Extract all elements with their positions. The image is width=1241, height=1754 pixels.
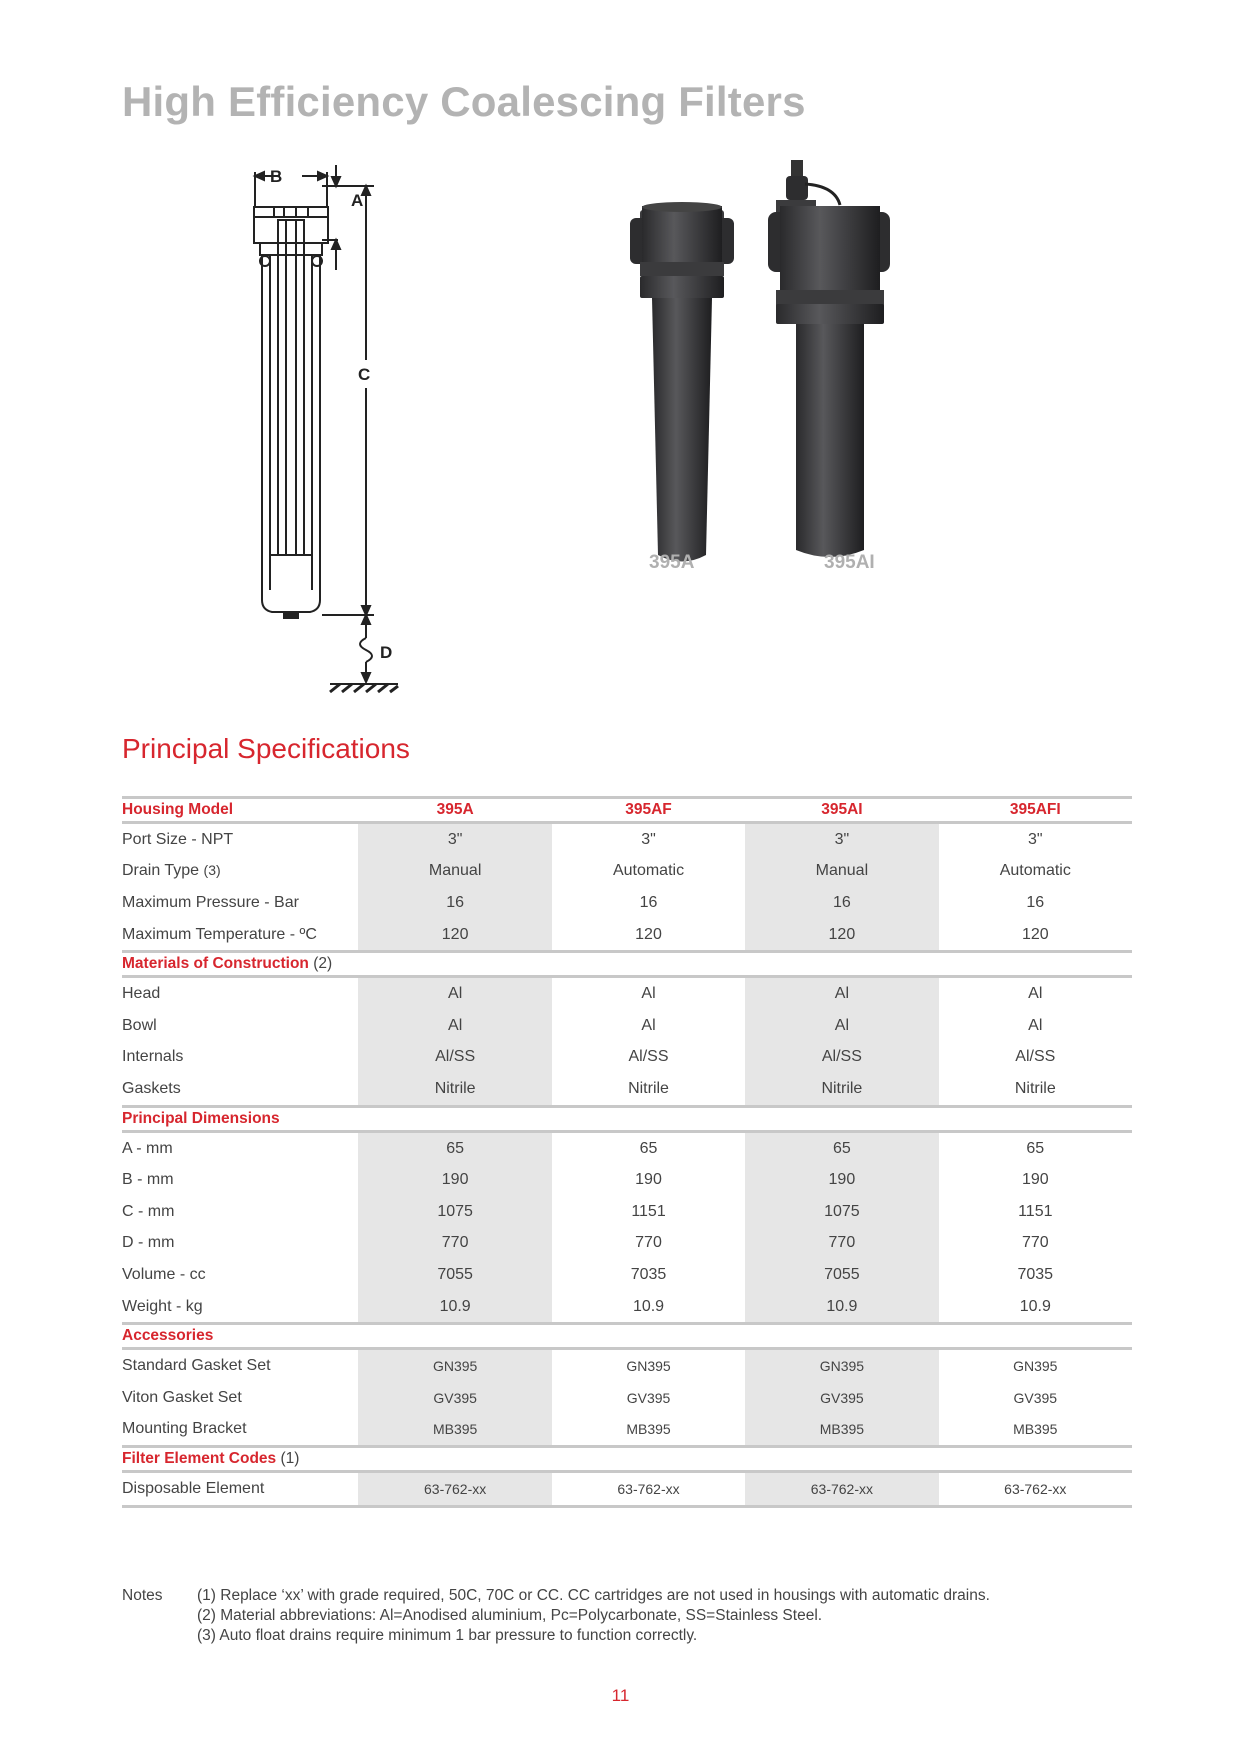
row-label-text: Port Size - NPT bbox=[122, 830, 234, 848]
table-row bbox=[122, 1131, 1132, 1164]
section-title-text: Principal Dimensions bbox=[122, 1109, 280, 1127]
table-cell: Al/SS bbox=[358, 1042, 551, 1074]
table-cell: GN395 bbox=[358, 1349, 551, 1382]
photo-label-395ai: 395AI bbox=[824, 552, 875, 573]
table-cell: Al bbox=[1028, 1016, 1043, 1034]
table-cell: 7035 bbox=[1017, 1265, 1054, 1283]
table-row bbox=[122, 1164, 1132, 1196]
model-header: 395A bbox=[358, 798, 551, 823]
table-cell: GN395 bbox=[1013, 1358, 1058, 1375]
table-cell: 120 bbox=[635, 925, 662, 943]
table-row bbox=[122, 1228, 1132, 1260]
model-header: 395AF bbox=[552, 798, 745, 823]
section-header-row bbox=[122, 952, 1132, 977]
table-row bbox=[122, 919, 1132, 952]
table-cell: 770 bbox=[635, 1234, 662, 1252]
table-cell: 63-762-xx bbox=[939, 1472, 1132, 1507]
table-cell: GV395 bbox=[626, 1389, 671, 1406]
section-header-blank bbox=[358, 1447, 551, 1472]
row-label bbox=[122, 1228, 358, 1260]
section-header-cell bbox=[122, 1324, 358, 1349]
row-label-text: Weight - kg bbox=[122, 1297, 203, 1315]
table-cell: 1151 bbox=[631, 1202, 666, 1220]
table-cell: 10.9 bbox=[358, 1291, 551, 1324]
photo-label-395a: 395A bbox=[649, 552, 695, 573]
page-number: 11 bbox=[611, 1686, 630, 1705]
table-cell: 1075 bbox=[745, 1196, 938, 1228]
table-cell: 190 bbox=[358, 1164, 551, 1196]
table-row bbox=[122, 1196, 1132, 1228]
row-label-text: B - mm bbox=[122, 1171, 174, 1189]
diagram-label-b: B bbox=[270, 167, 283, 186]
table-cell: Al bbox=[745, 977, 938, 1010]
row-label bbox=[122, 1010, 358, 1042]
table-cell: 65 bbox=[358, 1131, 551, 1164]
section-header-blank bbox=[745, 1324, 938, 1349]
table-cell: 16 bbox=[358, 887, 551, 919]
row-label-text: Internals bbox=[122, 1048, 184, 1066]
section-header-blank bbox=[358, 1324, 551, 1349]
table-cell: 190 bbox=[635, 1171, 662, 1189]
table-cell: Al/SS bbox=[1015, 1048, 1056, 1066]
row-label-text: Maximum Temperature - ºC bbox=[122, 925, 317, 943]
row-label bbox=[122, 1073, 358, 1106]
model-header: 395AI bbox=[745, 798, 938, 823]
table-cell: 1075 bbox=[358, 1196, 551, 1228]
diagram-label-d: D bbox=[380, 643, 393, 662]
table-cell: GV395 bbox=[1013, 1389, 1058, 1406]
row-label-text: Gaskets bbox=[122, 1079, 181, 1097]
note-item: (3) Auto float drains require minimum 1 bar pressure to function correctly. bbox=[197, 1627, 698, 1644]
section-title-text: Materials of Construction bbox=[122, 955, 309, 973]
row-label-text: Disposable Element bbox=[122, 1479, 265, 1497]
table-cell: Nitrile bbox=[745, 1073, 938, 1106]
table-row bbox=[122, 1414, 1132, 1447]
filter-395a-image bbox=[630, 202, 734, 562]
section-header-blank bbox=[939, 1447, 1132, 1472]
row-label-text: Drain Type bbox=[122, 862, 200, 880]
table-cell: 16 bbox=[1026, 893, 1045, 911]
section-header-blank bbox=[358, 1106, 551, 1131]
table-row bbox=[122, 1073, 1132, 1106]
section-title-note: (1) bbox=[280, 1450, 300, 1468]
section-header-cell bbox=[122, 952, 358, 977]
table-row bbox=[122, 1010, 1132, 1042]
section-title: Principal Specifications bbox=[122, 733, 410, 764]
page-title: High Efficiency Coalescing Filters bbox=[122, 78, 806, 125]
row-label bbox=[122, 887, 358, 919]
row-label-text: Head bbox=[122, 985, 161, 1003]
filter-395ai-image bbox=[768, 160, 890, 557]
table-cell: Nitrile bbox=[358, 1073, 551, 1106]
housing-model-label: Housing Model bbox=[122, 798, 358, 823]
row-label-text: Standard Gasket Set bbox=[122, 1357, 271, 1375]
section-header-blank bbox=[552, 1106, 745, 1131]
section-header-blank bbox=[358, 952, 551, 977]
table-cell: 10.9 bbox=[745, 1291, 938, 1324]
row-label-text: A - mm bbox=[122, 1139, 173, 1157]
product-photos bbox=[600, 150, 920, 570]
section-header-blank bbox=[552, 1447, 745, 1472]
table-cell: 7055 bbox=[745, 1259, 938, 1291]
dimension-diagram bbox=[240, 160, 460, 720]
section-header-blank bbox=[552, 1324, 745, 1349]
row-label bbox=[122, 1472, 358, 1507]
table-row bbox=[122, 887, 1132, 919]
table-cell: Manual bbox=[358, 856, 551, 888]
diagram-label-c: C bbox=[358, 365, 371, 384]
table-cell: 770 bbox=[358, 1228, 551, 1260]
row-label bbox=[122, 977, 358, 1010]
section-header-blank bbox=[552, 952, 745, 977]
table-cell: GV395 bbox=[358, 1382, 551, 1414]
table-cell: Al bbox=[358, 1010, 551, 1042]
row-label-text: Mounting Bracket bbox=[122, 1420, 247, 1438]
table-row bbox=[122, 1042, 1132, 1074]
table-cell: 7035 bbox=[630, 1265, 667, 1283]
section-title-text: Accessories bbox=[122, 1327, 214, 1345]
note-item: (1) Replace ‘xx’ with grade required, 50C, 70C or CC. CC cartridges are not used in housings with automatic drains. bbox=[197, 1587, 990, 1604]
row-label bbox=[122, 1131, 358, 1164]
table-cell: 3" bbox=[1028, 830, 1043, 848]
table-cell: 16 bbox=[639, 893, 658, 911]
table-cell: 10.9 bbox=[632, 1297, 665, 1315]
specifications-table bbox=[122, 796, 1132, 1508]
row-label bbox=[122, 1259, 358, 1291]
table-row bbox=[122, 1291, 1132, 1324]
row-label bbox=[122, 919, 358, 952]
table-cell: MB395 bbox=[626, 1421, 671, 1438]
section-header-row bbox=[122, 1106, 1132, 1131]
model-header: 395AFI bbox=[939, 798, 1132, 823]
section-header-blank bbox=[939, 1106, 1132, 1131]
table-cell: Manual bbox=[745, 856, 938, 888]
table-cell: 1151 bbox=[1018, 1202, 1053, 1220]
row-label bbox=[122, 1196, 358, 1228]
table-cell: Al bbox=[641, 985, 656, 1003]
table-row bbox=[122, 1349, 1132, 1382]
section-header-blank bbox=[939, 1324, 1132, 1349]
table-cell: MB395 bbox=[358, 1414, 551, 1447]
table-cell: Automatic bbox=[999, 862, 1071, 880]
table-cell: Al bbox=[641, 1016, 656, 1034]
section-header-blank bbox=[745, 1447, 938, 1472]
table-cell: 63-762-xx bbox=[552, 1472, 745, 1507]
table-cell: Al/SS bbox=[628, 1048, 669, 1066]
section-header-row bbox=[122, 1324, 1132, 1349]
table-cell: 65 bbox=[745, 1131, 938, 1164]
table-cell: 120 bbox=[358, 919, 551, 952]
row-label bbox=[122, 823, 358, 856]
table-cell: 63-762-xx bbox=[745, 1472, 938, 1507]
row-label bbox=[122, 856, 358, 888]
row-label-text: C - mm bbox=[122, 1202, 175, 1220]
section-header-cell bbox=[122, 1447, 358, 1472]
row-label-text: Volume - cc bbox=[122, 1265, 206, 1283]
table-cell: Al/SS bbox=[745, 1042, 938, 1074]
row-label bbox=[122, 1042, 358, 1074]
row-label-text: Bowl bbox=[122, 1016, 157, 1034]
table-cell: Al bbox=[358, 977, 551, 1010]
row-label-text: Maximum Pressure - Bar bbox=[122, 893, 299, 911]
table-cell: 120 bbox=[745, 919, 938, 952]
note-item: (2) Material abbreviations: Al=Anodised aluminium, Pc=Polycarbonate, SS=Stainless Steel. bbox=[197, 1607, 823, 1624]
section-title-text: Filter Element Codes bbox=[122, 1450, 277, 1468]
table-cell: 120 bbox=[1021, 925, 1049, 943]
table-cell: 3" bbox=[641, 830, 656, 848]
table-row bbox=[122, 1259, 1132, 1291]
row-label-note: (3) bbox=[203, 862, 221, 879]
diagram-label-a: A bbox=[351, 191, 364, 210]
notes-label: Notes bbox=[122, 1587, 163, 1604]
table-cell: 63-762-xx bbox=[358, 1472, 551, 1507]
section-header-blank bbox=[745, 1106, 938, 1131]
table-row bbox=[122, 977, 1132, 1010]
table-cell: GV395 bbox=[745, 1382, 938, 1414]
table-cell: Al bbox=[1028, 985, 1043, 1003]
table-cell: GN395 bbox=[626, 1358, 671, 1375]
table-cell: 190 bbox=[1021, 1171, 1049, 1189]
table-cell: GN395 bbox=[745, 1349, 938, 1382]
section-header-blank bbox=[939, 952, 1132, 977]
section-header-blank bbox=[745, 952, 938, 977]
table-cell: MB395 bbox=[745, 1414, 938, 1447]
table-cell: 770 bbox=[745, 1228, 938, 1260]
table-cell: Nitrile bbox=[628, 1079, 669, 1097]
table-cell: Al bbox=[745, 1010, 938, 1042]
table-row bbox=[122, 1472, 1132, 1507]
table-cell: Automatic bbox=[612, 862, 685, 880]
table-cell: MB395 bbox=[1013, 1421, 1058, 1438]
table-cell: 770 bbox=[1021, 1234, 1049, 1252]
row-label bbox=[122, 1349, 358, 1382]
table-cell: 190 bbox=[745, 1164, 938, 1196]
section-header-row bbox=[122, 1447, 1132, 1472]
table-cell: 3" bbox=[745, 823, 938, 856]
table-row bbox=[122, 1382, 1132, 1414]
row-label bbox=[122, 1414, 358, 1447]
table-cell: 7055 bbox=[358, 1259, 551, 1291]
table-row bbox=[122, 856, 1132, 888]
table-cell: 16 bbox=[745, 887, 938, 919]
section-title-note: (2) bbox=[313, 955, 333, 973]
table-header-row bbox=[122, 798, 1132, 823]
table-cell: 65 bbox=[639, 1139, 658, 1157]
row-label bbox=[122, 1382, 358, 1414]
row-label-text: D - mm bbox=[122, 1234, 175, 1252]
table-cell: Nitrile bbox=[1014, 1079, 1056, 1097]
section-header-cell bbox=[122, 1106, 358, 1131]
row-label-text: Viton Gasket Set bbox=[122, 1388, 242, 1406]
table-cell: 3" bbox=[358, 823, 551, 856]
row-label bbox=[122, 1164, 358, 1196]
table-cell: 65 bbox=[1026, 1139, 1045, 1157]
table-cell: 10.9 bbox=[1019, 1297, 1051, 1315]
table-row bbox=[122, 823, 1132, 856]
row-label bbox=[122, 1291, 358, 1324]
